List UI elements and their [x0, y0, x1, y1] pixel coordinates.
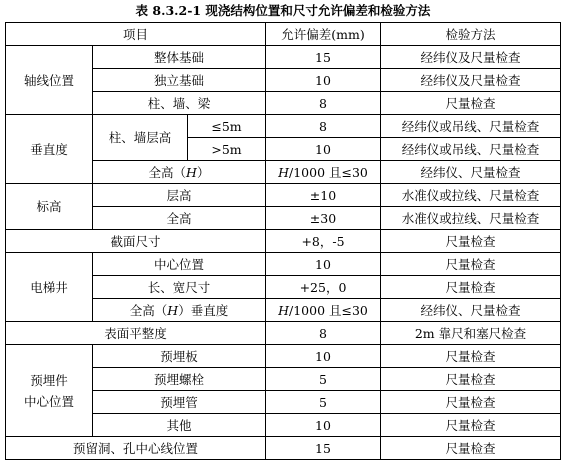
tolerance-cell: ±30: [266, 207, 381, 230]
method-cell: 尺量检查: [381, 276, 561, 299]
method-cell: 尺量检查: [381, 391, 561, 414]
group-elevator: 电梯井: [6, 253, 93, 322]
tolerance-cell: 8: [266, 92, 381, 115]
method-cell: 水准仪或拉线、尺量检查: [381, 207, 561, 230]
tolerance-table: [5, 22, 561, 460]
method-cell: 2m 靠尺和塞尺检查: [381, 322, 561, 345]
header-method: 检验方法: [381, 23, 561, 46]
item-cell: 长、宽尺寸: [93, 276, 266, 299]
header-tolerance: 允许偏差(mm): [266, 23, 381, 46]
tolerance-cell: H/1000 且≤30: [266, 299, 381, 322]
tolerance-cell: 10: [266, 138, 381, 161]
tolerance-cell: 10: [266, 69, 381, 92]
method-cell: 尺量检查: [381, 368, 561, 391]
method-cell: 经纬仪、尺量检查: [381, 299, 561, 322]
table-row: [6, 184, 561, 207]
group-vertical-sub: 柱、墙层高: [93, 115, 188, 161]
item-cell: 全高（H）: [93, 161, 266, 184]
item-cell: 全高（H）垂直度: [93, 299, 266, 322]
tolerance-cell: 10: [266, 345, 381, 368]
group-axis: 轴线位置: [6, 46, 93, 115]
method-cell: 尺量检查: [381, 253, 561, 276]
table-title: 表 8.3.2-1 现浇结构位置和尺寸允许偏差和检验方法: [135, 3, 431, 18]
header-row: [6, 23, 561, 46]
table-row: [6, 230, 561, 253]
item-cell: 其他: [93, 414, 266, 437]
table-row: [6, 437, 561, 460]
table-row: [6, 115, 561, 138]
method-cell: 尺量检查: [381, 92, 561, 115]
tolerance-cell: H/1000 且≤30: [266, 161, 381, 184]
header-item: 项目: [6, 23, 266, 46]
tolerance-cell: 8: [266, 115, 381, 138]
method-cell: 经纬仪或吊线、尺量检查: [381, 138, 561, 161]
tolerance-cell: 5: [266, 391, 381, 414]
method-cell: 水准仪或拉线、尺量检查: [381, 184, 561, 207]
item-cell: ≤5m: [188, 115, 266, 138]
group-elevation: 标高: [6, 184, 93, 230]
item-cell: 预埋管: [93, 391, 266, 414]
item-cell: 截面尺寸: [6, 230, 266, 253]
method-cell: 尺量检查: [381, 414, 561, 437]
method-cell: 尺量检查: [381, 230, 561, 253]
tolerance-cell: 10: [266, 414, 381, 437]
method-cell: 经纬仪及尺量检查: [381, 46, 561, 69]
item-cell: 独立基础: [93, 69, 266, 92]
table-row: [6, 46, 561, 69]
table-row: [6, 345, 561, 368]
method-cell: 尺量检查: [381, 437, 561, 460]
item-cell: >5m: [188, 138, 266, 161]
tolerance-cell: 5: [266, 368, 381, 391]
item-cell: 预埋板: [93, 345, 266, 368]
tolerance-cell: 8: [266, 322, 381, 345]
method-cell: 经纬仪或吊线、尺量检查: [381, 115, 561, 138]
item-cell: 表面平整度: [6, 322, 266, 345]
item-cell: 中心位置: [93, 253, 266, 276]
method-cell: 尺量检查: [381, 345, 561, 368]
group-vertical: 垂直度: [6, 115, 93, 184]
method-cell: 经纬仪、尺量检查: [381, 161, 561, 184]
group-embedded: 预埋件 中心位置: [6, 345, 93, 437]
tolerance-cell: ±10: [266, 184, 381, 207]
tolerance-cell: +25，0: [266, 276, 381, 299]
item-cell: 柱、墙、梁: [93, 92, 266, 115]
method-cell: 经纬仪及尺量检查: [381, 69, 561, 92]
tolerance-cell: 15: [266, 437, 381, 460]
table-row: [6, 322, 561, 345]
tolerance-cell: 10: [266, 253, 381, 276]
item-cell: 预埋螺栓: [93, 368, 266, 391]
tolerance-cell: +8，-5: [266, 230, 381, 253]
item-cell: 整体基础: [93, 46, 266, 69]
item-cell: 预留洞、孔中心线位置: [6, 437, 266, 460]
table-row: [6, 253, 561, 276]
tolerance-cell: 15: [266, 46, 381, 69]
item-cell: 层高: [93, 184, 266, 207]
item-cell: 全高: [93, 207, 266, 230]
